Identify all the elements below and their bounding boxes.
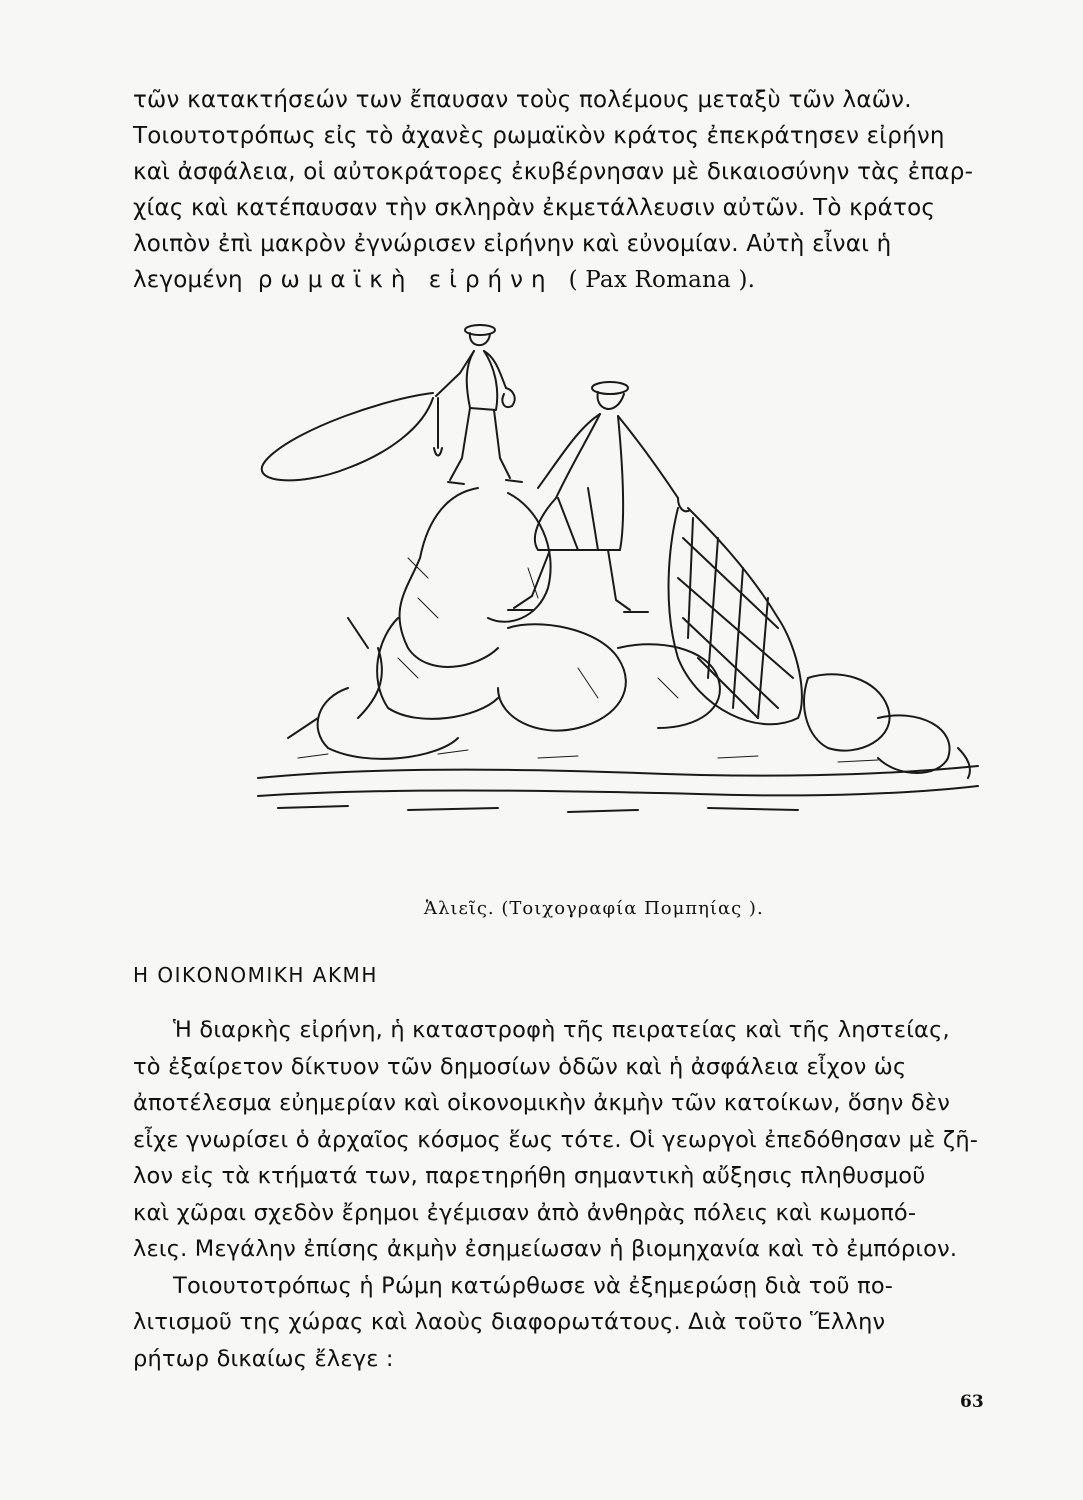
text-line: Ἡ διαρκὴς εἰρήνη, ἡ καταστροφὴ τῆς πειρατείας καὶ τῆς ληστείας, (173, 1017, 950, 1043)
emphasized-term: ρωμαϊκὴ εἰρήνη (257, 267, 554, 293)
text-line: εἶχε γνωρίσει ὁ ἀρχαῖος κόσμος ἕως τότε. Οἱ γεωργοὶ ἐπεδόθησαν μὲ ζῆ- (133, 1126, 979, 1153)
section-title: Η ΟΙΚΟΝΟΜΙΚΗ ΑΚΜΗ (133, 963, 378, 987)
illustration-caption: Ἁλιεῖς. (Τοιχογραφία Πομπηίας ). (424, 898, 764, 919)
text-line: καὶ χῶραι σχεδὸν ἔρημοι ἐγέμισαν ἀπὸ ἀνθηρὰς πόλεις καὶ κωμοπό- (133, 1199, 917, 1226)
text-line: Τοιουτοτρόπως εἰς τὸ ἀχανὲς ρωμαϊκὸν κράτος ἐπεκράτησεν εἰρήνη (133, 123, 945, 149)
fishermen-illustration (238, 318, 998, 878)
text-line: τῶν κατακτήσεών των ἔπαυσαν τοὺς πολέμους μεταξὺ τῶν λαῶν. (133, 87, 912, 113)
fishing-net-icon (669, 508, 802, 724)
pax-romana-line (133, 262, 993, 298)
text-line: ἀποτέλεσμα εὐημερίαν καὶ οἰκονομικὴν ἀκμὴν τῶν κατοίκων, ὅσην δὲν (133, 1090, 951, 1116)
economy-paragraph (133, 1012, 993, 1377)
text-line: λιτισμοῦ της χώρας καὶ λαοὺς διαφορωτάτους. Διὰ τοῦτο Ἕλλην (133, 1309, 886, 1335)
latin-term: ( Pax Romana ). (568, 267, 756, 293)
text-line: λοιπὸν ἐπὶ μακρὸν ἐγνώρισεν εἰρήνην καὶ εὐνομίαν. Αὐτὴ εἶναι ἡ (133, 231, 892, 257)
text-line: λον εἰς τὰ κτήματά των, παρετηρήθη σημαντικὴ αὔξησις πληθυσμοῦ (133, 1163, 926, 1189)
fishing-line-icon (262, 393, 433, 480)
text-line: χίας καὶ κατέπαυσαν τὴν σκληρὰν ἐκμετάλλευσιν αὐτῶν. Τὸ κράτος (133, 195, 936, 221)
text-line: καὶ ἀσφάλεια, οἱ αὐτοκράτορες ἐκυβέρνησαν μὲ δικαιοσύνην τὰς ἐπαρ- (133, 159, 974, 185)
text-fragment: λεγομένη (133, 267, 243, 293)
text-line: Τοιουτοτρόπως ἡ Ρώμη κατώρθωσε νὰ ἐξημερώσῃ διὰ τοῦ πο- (173, 1272, 894, 1299)
rocks-icon (258, 488, 978, 812)
text-line: ρήτωρ δικαίως ἔλεγε : (133, 1345, 394, 1372)
fisherman-net-icon (508, 382, 690, 612)
page-number: 63 (960, 1392, 984, 1412)
intro-paragraph (133, 82, 993, 298)
fisherman-top-icon (436, 325, 522, 484)
text-line: λεις. Μεγάλην ἐπίσης ἀκμὴν ἐσημείωσαν ἡ βιομηχανία καὶ τὸ ἐμπόριον. (133, 1236, 958, 1262)
text-line: τὸ ἐξαίρετον δίκτυον τῶν δημοσίων ὁδῶν καὶ ἡ ἀσφάλεια εἶχον ὡς (133, 1053, 907, 1080)
